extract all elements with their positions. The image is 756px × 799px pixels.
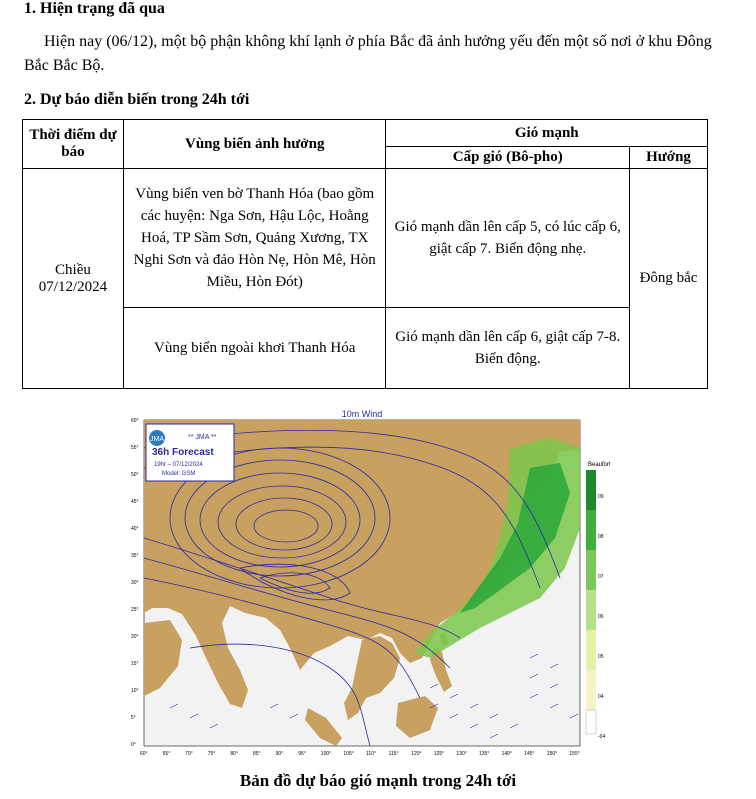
level-cell: Gió mạnh dần lên cấp 6, giật cấp 7-8. Biển động.	[386, 308, 630, 389]
direction-cell: Đông bắc	[630, 169, 708, 389]
map-model: Model: GSM	[162, 471, 196, 477]
area-cell: Vùng biển ngoài khơi Thanh Hóa	[123, 308, 386, 389]
latitude-label: 55°	[131, 445, 139, 451]
longitude-label: 110°	[366, 751, 376, 757]
longitude-label: 75°	[207, 751, 216, 757]
map-agency: ** JMA **	[188, 434, 217, 441]
map-valid: 19hr – 07/12/2024	[154, 462, 203, 468]
map-forecast: 36h Forecast	[152, 447, 214, 458]
longitude-label: 60°	[140, 751, 148, 757]
latitude-label: 45°	[131, 499, 139, 505]
longitude-label: 105°	[343, 751, 354, 757]
latitude-label: 35°	[131, 553, 139, 559]
latitude-label: 30°	[131, 580, 139, 586]
legend-tick-label: 09	[598, 494, 604, 500]
longitude-label: 70°	[185, 751, 193, 757]
header-direction: Hướng	[630, 147, 708, 169]
section1-heading: 1. Hiện trạng đã qua	[24, 0, 165, 17]
forecast-info-box	[146, 424, 234, 481]
longitude-label: 85°	[253, 751, 261, 757]
latitude-label: 25°	[131, 607, 139, 613]
longitude-label: 120°	[411, 751, 422, 757]
longitude-label: 140°	[501, 751, 512, 757]
legend-tick-label: -04	[598, 734, 606, 740]
longitude-label: 90°	[275, 751, 284, 757]
longitude-label: 155°	[569, 751, 580, 757]
header-area: Vùng biển ảnh hưởng	[123, 120, 386, 169]
legend-title: Beaufort	[588, 462, 610, 468]
longitude-label: 135°	[479, 751, 490, 757]
latitude-label: 0°	[131, 742, 136, 748]
header-wind: Gió mạnh	[386, 120, 708, 147]
longitude-label: 125°	[433, 751, 445, 757]
legend-tick-label: 07	[598, 574, 604, 580]
latitude-label: 20°	[131, 634, 139, 640]
longitude-label: 65°	[162, 751, 171, 757]
header-level: Cấp gió (Bô-pho)	[386, 147, 630, 169]
legend-tick-label: 05	[598, 654, 604, 660]
forecast-table	[22, 119, 708, 389]
forecast-time-cell: Chiều 07/12/2024	[23, 169, 124, 389]
latitude-label: 40°	[131, 526, 139, 532]
latitude-label: 5°	[131, 715, 136, 721]
latitude-label: 60°	[131, 418, 139, 424]
longitude-label: 145°	[524, 751, 535, 757]
latitude-label: 50°	[131, 472, 139, 478]
header-time: Thời điểm dự báo	[23, 120, 124, 169]
longitude-label: 80°	[230, 751, 238, 757]
map-title: 10m Wind	[341, 409, 383, 419]
level-cell: Gió mạnh dần lên cấp 5, có lúc cấp 6, giật cấp 7. Biển động nhẹ.	[386, 169, 630, 308]
area-cell: Vùng biển ven bờ Thanh Hóa (bao gồm các huyện: Nga Sơn, Hậu Lộc, Hoằng Hoá, TP Sầm Sơn, Quảng Xương, TX Nghi Sơn và đảo Hòn Nẹ, Hòn Mê, Hòn Miều, Hòn Đót)	[123, 169, 386, 308]
legend-tick-label: 06	[598, 614, 604, 620]
section2-heading: 2. Dự báo diễn biến trong 24h tới	[24, 91, 250, 108]
current-status-paragraph: Hiện nay (06/12), một bộ phận không khí lạnh ở phía Bắc đã ảnh hưởng yếu đến một số nơi ở khu Đông Bắc Bắc Bộ.	[24, 33, 712, 74]
wind-map-svg	[130, 408, 610, 763]
wind-forecast-map	[130, 408, 610, 763]
latitude-label: 10°	[131, 688, 139, 694]
map-caption: Bản đồ dự báo gió mạnh trong 24h tới	[239, 771, 517, 790]
legend-tick-label: 04	[598, 694, 604, 700]
legend-tick-label: 08	[598, 534, 604, 540]
latitude-label: 15°	[131, 661, 139, 667]
longitude-label: 130°	[456, 751, 467, 757]
longitude-label: 100°	[320, 751, 332, 757]
longitude-label: 95°	[298, 751, 306, 757]
longitude-label: 115°	[388, 751, 399, 757]
beaufort-legend	[586, 462, 610, 740]
svg-text:JMA: JMA	[150, 436, 164, 443]
longitude-label: 150°	[546, 751, 558, 757]
